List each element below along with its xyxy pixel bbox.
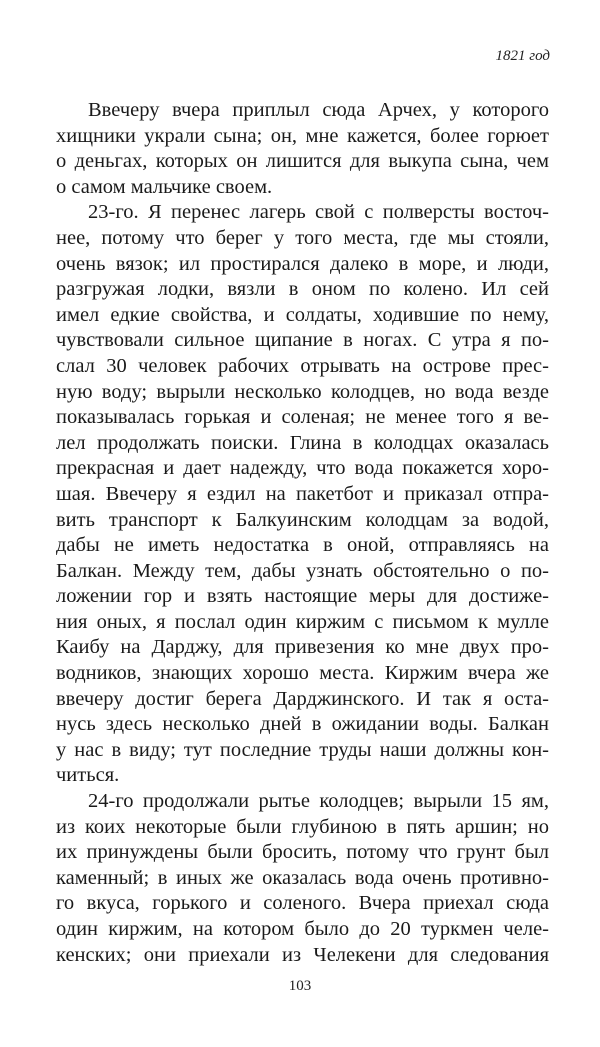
text-line: каменный; в иных же оказалась вода очень противно-	[56, 866, 549, 889]
text-line: дабы не иметь недостатка в оной, отправляясь на	[56, 534, 549, 557]
text-line: Ввечеру вчера приплыл сюда Арчех, у которого	[88, 99, 549, 121]
text-line: читься.	[56, 764, 120, 787]
body-text	[56, 98, 549, 968]
text-line: имел едкие свойства, и солдаты, ходившие по нему,	[56, 303, 549, 326]
text-line: шая. Ввечеру я ездил на пакетбот и приказал отпра-	[56, 482, 549, 505]
page-number: 103	[288, 978, 312, 994]
text-line: нее, потому что берег у того места, где мы стояли,	[56, 226, 549, 249]
text-line: показывалась горькая и соленая; не менее того я ве-	[56, 406, 549, 429]
text-line: один киржим, на котором было до 20 туркмен челе-	[56, 918, 549, 940]
paragraph-3	[56, 789, 549, 968]
text-line: водников, знающих хорошо места. Киржим вчера же	[56, 662, 549, 685]
text-line: ввечеру достиг берега Дарджинского. И так я оста-	[56, 687, 549, 710]
text-line: ния оных, я послал один киржим с письмом к мулле	[56, 610, 549, 633]
text-line: кенских; они приехали из Челекени для следования	[56, 943, 549, 966]
text-line: разгружая лодки, вязли в оном по колено. Ил сей	[56, 278, 549, 301]
text-line: прекрасная и дает надежду, что вода покажется хоро-	[56, 457, 549, 480]
text-line: у нас в виду; тут последние труды наши должны кон-	[56, 738, 549, 761]
text-line: 23-го. Я перенес лагерь свой с полверсты восточ-	[88, 201, 549, 224]
text-line: хищники украли сына; он, мне кажется, более горюет	[56, 124, 549, 147]
text-line: лел продолжать поиски. Глина в колодцах оказалась	[56, 431, 549, 454]
text-line: го вкуса, горького и соленого. Вчера приехал сюда	[56, 892, 549, 915]
text-line: вить транспорт к Балкуинским колодцам за водой,	[56, 508, 549, 531]
paragraph-1	[56, 98, 549, 200]
text-line: ную воду; вырыли несколько колодцев, но вода везде	[56, 380, 549, 403]
running-header: 1821 год	[495, 48, 550, 64]
text-line: нусь здесь несколько дней в ожидании воды. Балкан	[56, 713, 549, 736]
text-line: их принуждены были бросить, потому что грунт был	[56, 841, 549, 864]
text-line: Балкан. Между тем, дабы узнать обстоятельно о по-	[56, 559, 549, 582]
paragraph-2	[56, 200, 549, 789]
text-line: очень вязок; ил простирался далеко в море, и люди,	[56, 252, 549, 275]
text-line: чувствовали сильное щипание в ногах. С утра я по-	[56, 329, 549, 352]
text-line: о самом мальчике своем.	[56, 175, 273, 198]
text-line: 24-го продолжали рытье колодцев; вырыли 15 ям,	[88, 790, 549, 813]
text-line: Каибу на Дарджу, для привезения ко мне двух про-	[56, 636, 549, 659]
text-line: из коих некоторые были глубиною в пять аршин; но	[56, 815, 549, 838]
text-line: слал 30 человек рабочих отрывать на острове прес-	[56, 354, 549, 377]
text-line: ложении гор и взять настоящие меры для достиже-	[56, 585, 549, 608]
text-line: о деньгах, которых он лишится для выкупа сына, чем	[56, 150, 549, 173]
